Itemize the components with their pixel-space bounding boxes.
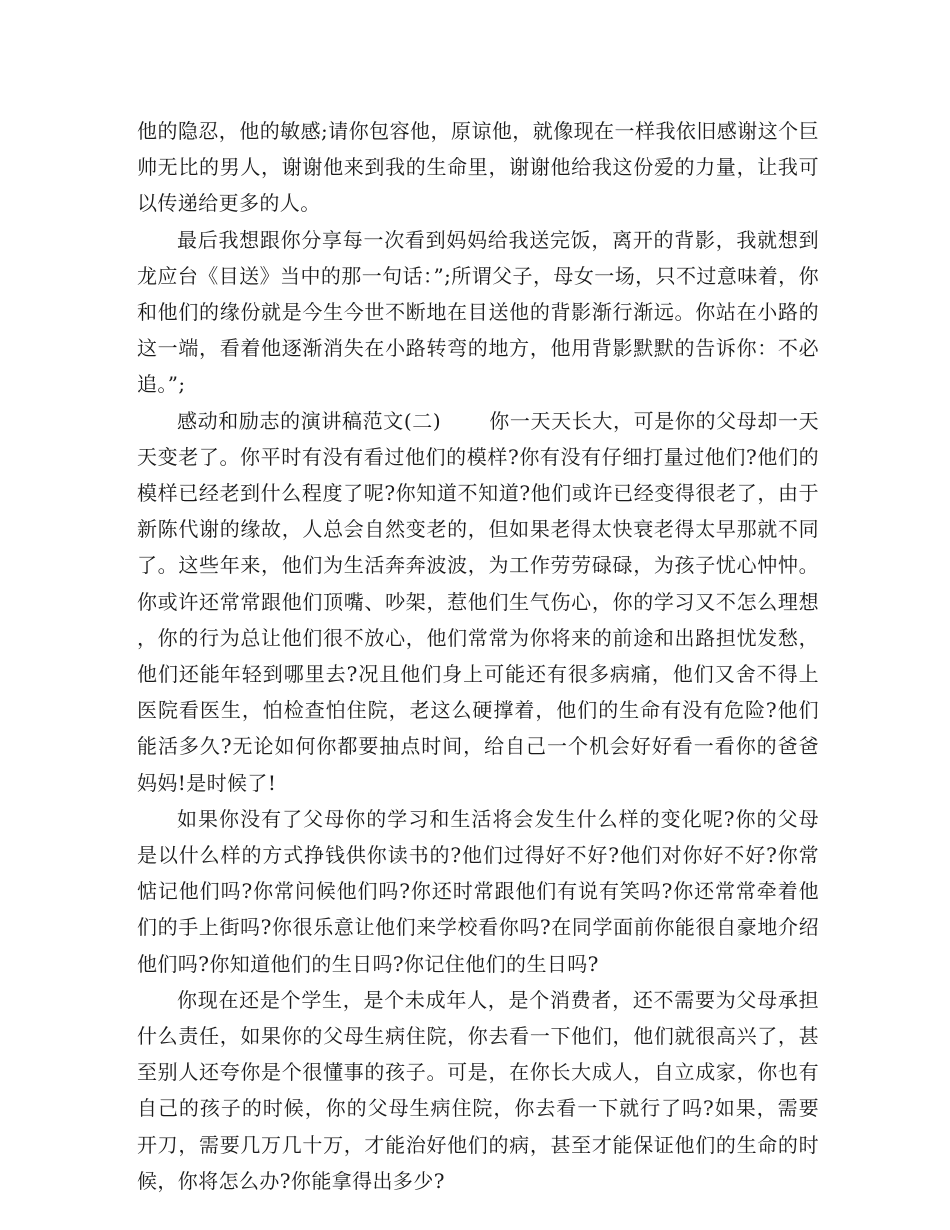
paragraph-2: 最后我想跟你分享每一次看到妈妈给我送完饭，离开的背影，我就想到龙应台《目送》当中的那一句话：”;所谓父子，母女一场，只不过意味着，你和他们的缘份就是今生今世不断地在目送他的背影渐行渐远。你站在小路的这一端，看着他逐渐消失在小路转弯的地方，他用背影默默的告诉你：不必追。”; — [137, 227, 819, 397]
paragraph-3 — [137, 403, 819, 801]
paragraph-5: 你现在还是个学生，是个未成年人，是个消费者，还不需要为父母承担什么责任，如果你的父母生病住院，你去看一下他们，他们就很高兴了，甚至别人还夸你是个很懂事的孩子。可是，在你长大成人，自立成家，你也有自己的孩子的时候，你的父母生病住院，你去看一下就行了吗?如果，需要开刀，需要几万几十万，才能治好他们的病，甚至才能保证他们的生命的时候，你将怎么办?你能拿得出多少? — [137, 987, 819, 1193]
section-heading: 感动和励志的演讲稿范文(二) — [177, 408, 442, 433]
paragraph-1: 他的隐忍，他的敏感;请你包容他，原谅他，就像现在一样我依旧感谢这个巨帅无比的男人，谢谢他来到我的生命里，谢谢他给我这份爱的力量，让我可以传递给更多的人。 — [137, 119, 819, 216]
document-body — [137, 113, 819, 1199]
paragraph-3-text: 你一天天长大，可是你的父母却一天天变老了。你平时有没有看过他们的模样?你有没有仔细打量过他们?他们的模样已经老到什么程度了呢?你知道不知道?他们或许已经变得很老了，由于新陈代谢的缘故，人总会自然变老的，但如果老得太快衰老得太早那就不同了。这些年来，他们为生活奔奔波波，为工作劳劳碌碌，为孩子忧心忡忡。你或许还常常跟他们顶嘴、吵架，惹他们生气伤心，你的学习又不怎么理想，你的行为总让他们很不放心，他们常常为你将来的前途和出路担忧发愁，他们还能年轻到哪里去?况且他们身上可能还有很多病痛，他们又舍不得上医院看医生，怕检查怕住院，老这么硬撑着，他们的生命有没有危险?他们能活多久?无论如何你都要抽点时间，给自己一个机会好好看一看你的爸爸妈妈!是时候了! — [137, 408, 819, 795]
paragraph-4: 如果你没有了父母你的学习和生活将会发生什么样的变化呢?你的父母是以什么样的方式挣钱供你读书的?他们过得好不好?他们对你好不好?你常惦记他们吗?你常问候他们吗?你还时常跟他们有说有笑吗?你还常常牵着他们的手上街吗?你很乐意让他们来学校看你吗?在同学面前你能很自豪地介绍他们吗?你知道他们的生日吗?你记住他们的生日吗? — [137, 806, 819, 976]
